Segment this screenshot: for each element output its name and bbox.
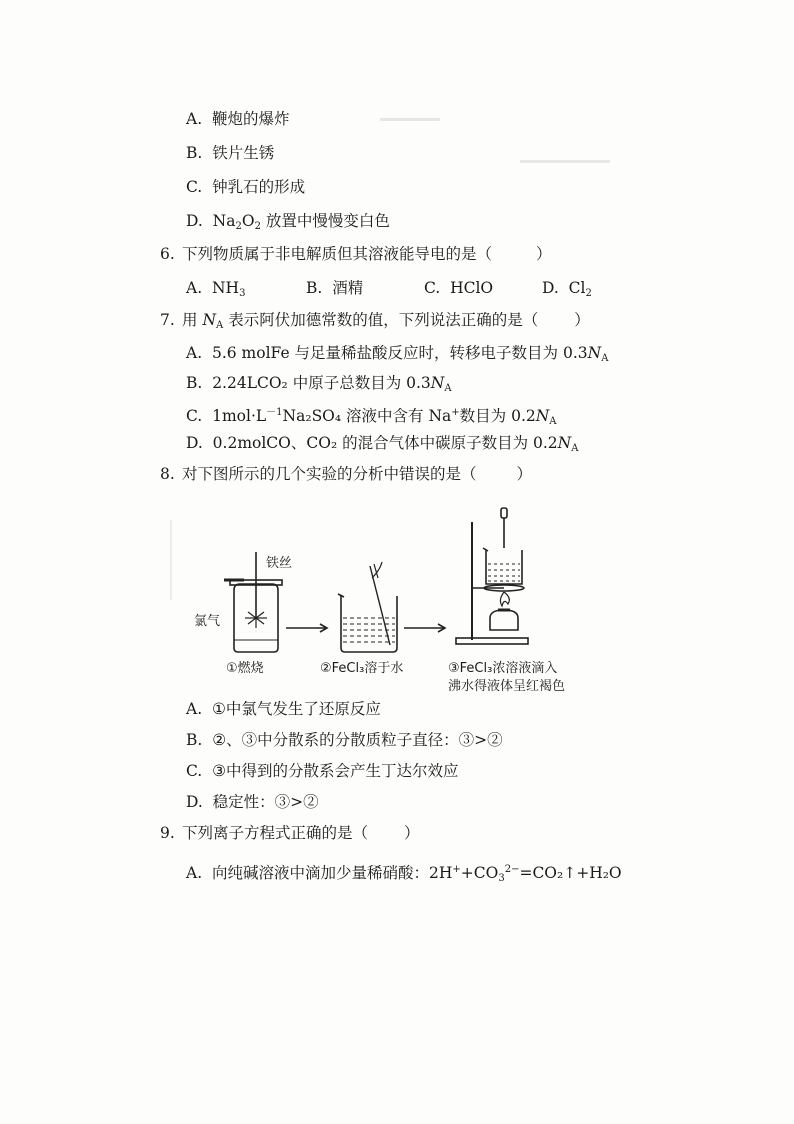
q8-option-b: B. ②、③中分散系的分散质粒子直径：③>② — [186, 731, 503, 749]
q7-option-c: C. $1mol\cdot L^{-1}Na_2SO_4$ 溶液中含有 Na+数目为 $0.2N_A$ — [186, 407, 557, 427]
experiment-figure — [186, 500, 606, 695]
q8-option-d: D. 稳定性：③>② — [186, 793, 319, 811]
caption-3-line-1: ③FeCl₃浓溶液滴入 — [448, 661, 558, 676]
q7-option-d: D. 0.2molCO、CO₂ 的混合气体中碳原子数目为 $0.2N_A$ — [186, 434, 579, 454]
q8-option-c: C. ③中得到的分散系会产生丁达尔效应 — [186, 762, 459, 780]
caption-1: ①燃烧 — [226, 661, 264, 676]
q5-option-a: A. 鞭炮的爆炸 — [186, 110, 290, 128]
beaker-2-liquid — [343, 618, 395, 642]
q6-option-b: B. 酒精 — [306, 279, 364, 297]
stir-mark — [372, 562, 382, 578]
scan-speck — [380, 118, 440, 121]
caption-2: ②FeCl₃溶于水 — [320, 661, 404, 676]
scan-speck — [170, 520, 172, 600]
q7-option-a: A. 5.6 molFe 与足量稀盐酸反应时，转移电子数目为 $0.3N_A$ — [186, 344, 609, 364]
label-chlorine: 氯气 — [194, 614, 221, 629]
alcohol-lamp — [490, 610, 518, 630]
q8-stem: 8. 对下图所示的几个实验的分析中错误的是（ ） — [160, 465, 533, 483]
glass-rod — [370, 566, 390, 645]
scan-speck — [520, 160, 610, 163]
q6-options — [186, 278, 606, 300]
caption-3-line-2: 沸水得液体呈红褐色 — [448, 679, 566, 694]
q5-option-b: B. 铁片生锈 — [186, 144, 275, 162]
q9-stem: 9. 下列离子方程式正确的是（ ） — [160, 824, 420, 842]
flame — [500, 592, 509, 606]
stand-base — [456, 638, 528, 644]
q5-option-c: C. 钟乳石的形成 — [186, 178, 306, 196]
beaker-3 — [486, 550, 522, 584]
q6-option-a: A. $NH_3$ — [186, 279, 246, 299]
q8-option-a: A. ①中氯气发生了还原反应 — [186, 700, 381, 718]
dropper-bulb — [501, 508, 507, 518]
q6-stem: 6. 下列物质属于非电解质但其溶液能导电的是（ ） — [160, 245, 552, 263]
q7-stem: 7. 用 $N_A$ 表示阿伏加德常数的值，下列说法正确的是（ ） — [160, 311, 590, 331]
q7-option-b: B. 2.24LCO₂ 中原子总数目为 $0.3N_A$ — [186, 374, 452, 394]
q6-option-d: D. $Cl_2$ — [542, 279, 592, 299]
beaker-3-liquid — [488, 564, 520, 581]
label-iron-wire: 铁丝 — [266, 556, 293, 571]
q6-option-c: C. HClO — [424, 279, 494, 297]
q5-option-d: D. $Na_2O_2$ 放置中慢慢变白色 — [186, 212, 390, 232]
q9-option-a: A. 向纯碱溶液中滴加少量稀硝酸：$2H^++CO_3^{2-}=CO_2↑+H_2O$ — [186, 864, 622, 884]
